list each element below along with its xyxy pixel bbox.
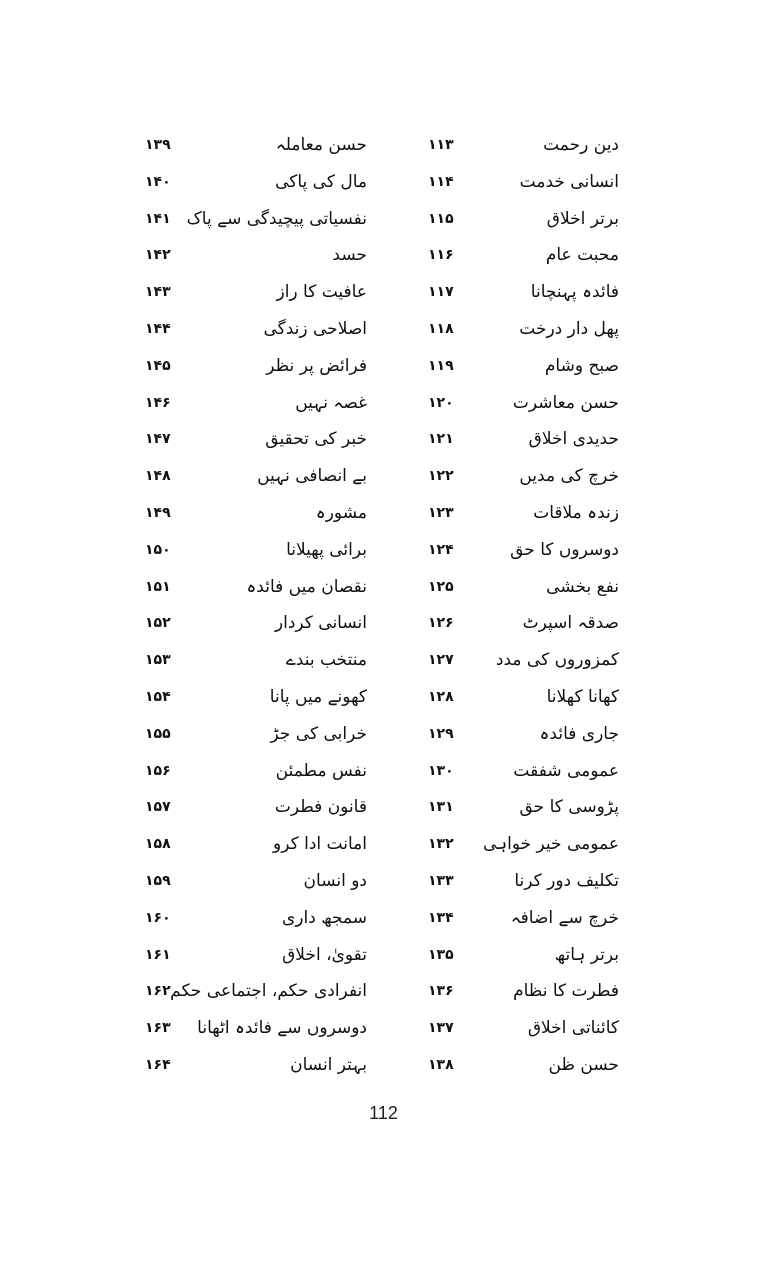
- toc-entry-title: پڑوسی کا حق: [519, 797, 619, 818]
- toc-entry-title: دوسروں سے فائدہ اٹھانا: [197, 1018, 367, 1039]
- toc-row: [0, 1047, 767, 1084]
- toc-row: [0, 1010, 767, 1047]
- toc-entry-page-number: ۱۱۷: [428, 284, 454, 301]
- toc-entry-page-number: ۱۳۰: [428, 762, 454, 779]
- toc-row: [0, 458, 767, 495]
- toc-entry-title: دوسروں کا حق: [510, 539, 619, 560]
- toc-entry-title: اصلاحی زندگی: [263, 318, 367, 339]
- toc-entry-title: انسانی کردار: [274, 613, 367, 634]
- toc-entry-title: کھانا کھلانا: [546, 686, 619, 707]
- toc-entry-title: حسد: [332, 245, 367, 266]
- toc-row: [0, 164, 767, 201]
- toc-entry-page-number: ۱۲۱: [428, 431, 454, 448]
- toc-entry-page-number: ۱۳۲: [428, 836, 454, 853]
- toc-entry-page-number: ۱۵۰: [145, 541, 171, 558]
- toc-entry-title: نفع بخشی: [546, 576, 619, 597]
- table-of-contents: [0, 127, 767, 1084]
- toc-entry-title: محبت عام: [545, 245, 619, 266]
- toc-entry-page-number: ۱۲۹: [428, 725, 454, 742]
- toc-row: [0, 237, 767, 274]
- toc-entry-page-number: ۱۵۶: [145, 762, 171, 779]
- toc-entry-page-number: ۱۲۵: [428, 578, 454, 595]
- toc-entry-title: حسن معاملہ: [275, 135, 367, 155]
- toc-row: [0, 385, 767, 422]
- toc-entry-page-number: ۱۲۳: [428, 504, 454, 521]
- toc-entry-page-number: ۱۲۲: [428, 468, 454, 485]
- toc-entry-page-number: ۱۱۵: [428, 210, 454, 227]
- toc-entry-page-number: ۱۴۵: [145, 357, 171, 374]
- toc-row: [0, 311, 767, 348]
- toc-entry-page-number: ۱۳۸: [428, 1056, 454, 1073]
- toc-entry-page-number: ۱۳۳: [428, 872, 454, 889]
- toc-entry-page-number: ۱۵۸: [145, 836, 171, 853]
- toc-entry-page-number: ۱۲۴: [428, 541, 454, 558]
- toc-entry-title: خرچ سے اضافہ: [510, 907, 619, 928]
- toc-entry-page-number: ۱۱۹: [428, 357, 454, 374]
- toc-entry-page-number: ۱۱۸: [428, 320, 454, 337]
- toc-entry-page-number: ۱۵۴: [145, 688, 171, 705]
- toc-entry-page-number: ۱۴۳: [145, 284, 171, 301]
- toc-entry-title: صبح وشام: [544, 355, 619, 376]
- toc-entry-title: برتر ہاتھ: [554, 944, 619, 965]
- toc-entry-title: زندہ ملاقات: [533, 502, 619, 523]
- toc-row: [0, 605, 767, 642]
- toc-entry-title: خرچ کی مدیں: [519, 466, 619, 487]
- toc-row: [0, 716, 767, 753]
- page-number: 112: [369, 1103, 398, 1123]
- toc-entry-title: بہتر انسان: [290, 1054, 367, 1075]
- toc-entry-title: دو انسان: [303, 870, 367, 891]
- toc-entry-title: برتر اخلاق: [546, 208, 619, 229]
- toc-entry-title: حسن ظن: [548, 1054, 619, 1075]
- toc-entry-page-number: ۱۲۷: [428, 652, 454, 669]
- toc-entry-page-number: ۱۴۸: [145, 468, 171, 485]
- toc-entry-title: تکلیف دور کرنا: [514, 870, 619, 891]
- toc-row: [0, 421, 767, 458]
- toc-entry-title: بے انصافی نہیں: [257, 466, 367, 487]
- toc-entry-title: انفرادی حکم، اجتماعی حکم: [170, 981, 367, 1002]
- toc-entry-title: کھونے میں پانا: [269, 686, 367, 707]
- toc-entry-title: کمزوروں کی مدد: [495, 650, 619, 671]
- toc-entry-page-number: ۱۲۸: [428, 688, 454, 705]
- toc-entry-page-number: ۱۶۳: [145, 1020, 171, 1037]
- toc-entry-title: مال کی پاکی: [275, 171, 367, 192]
- toc-row: [0, 937, 767, 974]
- toc-entry-title: کائناتی اخلاق: [527, 1018, 619, 1039]
- toc-entry-title: فطرت کا نظام: [513, 981, 619, 1002]
- toc-entry-title: عمومی شفقت: [513, 760, 619, 781]
- toc-row: [0, 127, 767, 164]
- toc-entry-title: جاری فائدہ: [539, 723, 619, 744]
- toc-entry-page-number: ۱۵۳: [145, 652, 171, 669]
- toc-entry-title: نفسیاتی پیچیدگی سے پاک: [186, 208, 367, 229]
- toc-entry-page-number: ۱۴۰: [145, 173, 171, 190]
- toc-entry-page-number: ۱۶۴: [145, 1056, 171, 1073]
- toc-row: [0, 642, 767, 679]
- toc-entry-title: نقصان میں فائدہ: [246, 576, 367, 597]
- toc-entry-title: صدقہ اسپرٹ: [522, 613, 619, 634]
- toc-row: [0, 495, 767, 532]
- toc-entry-page-number: ۱۳۶: [428, 983, 454, 1000]
- toc-entry-page-number: ۱۴۲: [145, 247, 171, 264]
- toc-row: [0, 679, 767, 716]
- toc-row: [0, 274, 767, 311]
- toc-entry-page-number: ۱۶۲: [145, 983, 171, 1000]
- toc-entry-title: برائی پھیلانا: [286, 539, 367, 560]
- toc-entry-page-number: ۱۴۱: [145, 210, 171, 227]
- toc-entry-page-number: ۱۵۹: [145, 872, 171, 889]
- toc-row: [0, 348, 767, 385]
- toc-entry-title: فرائض پر نظر: [266, 355, 367, 376]
- toc-entry-title: خرابی کی جڑ: [270, 723, 367, 744]
- toc-row: [0, 826, 767, 863]
- toc-entry-page-number: ۱۴۷: [145, 431, 171, 448]
- toc-entry-page-number: ۱۲۰: [428, 394, 454, 411]
- toc-entry-page-number: ۱۵۱: [145, 578, 171, 595]
- toc-row: [0, 863, 767, 900]
- toc-entry-page-number: ۱۴۹: [145, 504, 171, 521]
- toc-entry-page-number: ۱۵۷: [145, 799, 171, 816]
- toc-entry-title: حدیدی اخلاق: [528, 429, 619, 450]
- toc-entry-page-number: ۱۳۵: [428, 946, 454, 963]
- toc-entry-page-number: ۱۳۹: [145, 137, 171, 153]
- toc-entry-title: قانون فطرت: [274, 797, 367, 818]
- toc-entry-page-number: ۱۶۱: [145, 946, 171, 963]
- toc-entry-title: پھل دار درخت: [519, 318, 619, 339]
- toc-entry-page-number: ۱۱۴: [428, 173, 454, 190]
- toc-entry-page-number: ۱۵۵: [145, 725, 171, 742]
- toc-entry-title: غصہ نہیں: [295, 392, 367, 413]
- toc-entry-page-number: ۱۳۴: [428, 909, 454, 926]
- toc-row: [0, 532, 767, 569]
- toc-entry-page-number: ۱۳۷: [428, 1020, 454, 1037]
- toc-entry-page-number: ۱۱۶: [428, 247, 454, 264]
- toc-entry-title: عافیت کا راز: [276, 282, 367, 303]
- toc-entry-title: فائدہ پہنچانا: [530, 282, 619, 303]
- toc-entry-title: انسانی خدمت: [519, 171, 619, 192]
- toc-entry-page-number: ۱۱۳: [428, 137, 454, 153]
- toc-row: [0, 900, 767, 937]
- toc-entry-title: نفس مطمئن: [275, 760, 367, 781]
- toc-entry-title: منتخب بندے: [285, 650, 367, 671]
- toc-entry-title: سمجھ داری: [282, 907, 367, 928]
- toc-row: [0, 569, 767, 606]
- toc-entry-title: حسن معاشرت: [512, 392, 619, 413]
- toc-entry-page-number: ۱۴۶: [145, 394, 171, 411]
- toc-entry-title: تقویٰ، اخلاق: [282, 944, 367, 965]
- toc-entry-title: عمومی خیر خواہی: [483, 834, 619, 855]
- toc-entry-title: خبر کی تحقیق: [265, 429, 367, 450]
- toc-row: [0, 201, 767, 238]
- toc-entry-page-number: ۱۳۱: [428, 799, 454, 816]
- toc-entry-page-number: ۱۵۲: [145, 615, 171, 632]
- toc-entry-title: مشورہ: [315, 502, 367, 523]
- toc-row: [0, 973, 767, 1010]
- toc-entry-page-number: ۱۴۴: [145, 320, 171, 337]
- toc-entry-title: دین رحمت: [543, 135, 619, 155]
- toc-row: [0, 753, 767, 790]
- toc-entry-page-number: ۱۶۰: [145, 909, 171, 926]
- toc-entry-title: امانت ادا کرو: [273, 834, 367, 855]
- toc-row: [0, 789, 767, 826]
- toc-entry-page-number: ۱۲۶: [428, 615, 454, 632]
